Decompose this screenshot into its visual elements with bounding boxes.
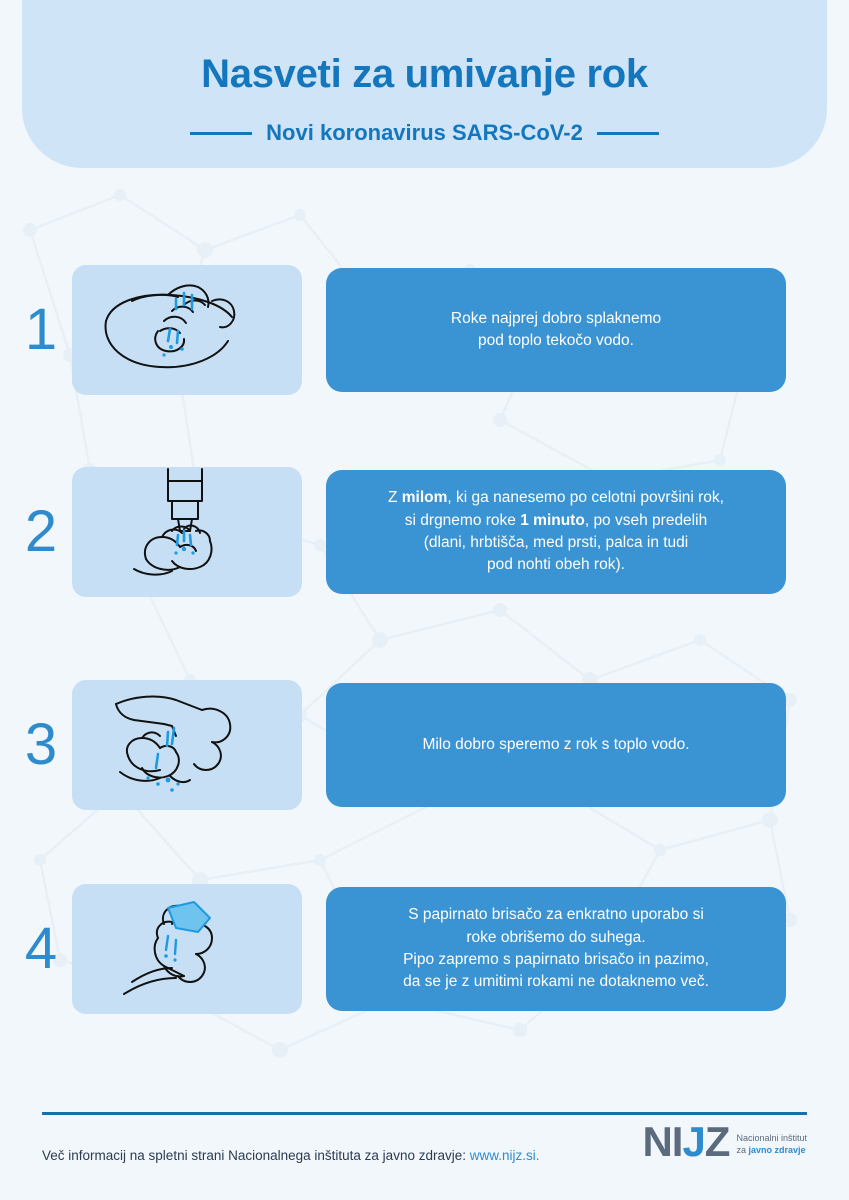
soap-dispenser-on-hands-illustration: [72, 467, 302, 597]
logo-z: Z: [704, 1118, 730, 1165]
step-2-line-1: [388, 487, 724, 509]
step-4-line-2: roke obrišemo do suhega.: [466, 928, 646, 946]
step-1-line-1: Roke najprej dobro splaknemo: [450, 309, 662, 327]
step-4-line-4: da se je z umitimi rokami ne dotaknemo več.: [403, 973, 709, 991]
step-illustration-1: [72, 265, 302, 395]
subtitle-group: [22, 120, 827, 146]
step-4-line-3: Pipo zapremo s papirnato brisačo in pazimo,: [403, 951, 709, 968]
page-subtitle: Novi koronavirus SARS-CoV-2: [266, 120, 583, 145]
poster-header: [22, 0, 827, 168]
drying-hands-with-paper-towel-illustration: [72, 884, 302, 1014]
step-text-1: [326, 268, 786, 392]
rinsing-soap-off-hands-illustration: [72, 680, 302, 810]
step-4-line-1: S papirnato brisačo za enkratno uporabo si: [408, 906, 704, 924]
step-1-line-2: pod toplo tekočo vodo.: [478, 332, 634, 349]
logo-sub-za: za: [736, 1144, 749, 1155]
step-illustration-2: [72, 467, 302, 597]
nijz-logo: [642, 1118, 807, 1165]
s2l1b: milom: [401, 489, 448, 507]
s2l2c: , po vseh predelih: [584, 511, 708, 529]
step-2-line-3: (dlani, hrbtišča, med prsti, palca in tudi: [423, 534, 689, 551]
step-3: [0, 680, 849, 810]
step-text-2: [326, 470, 786, 594]
s2l2a: si drgnemo roke: [404, 511, 521, 529]
step-3-line-1: Milo dobro speremo z rok s toplo vodo.: [422, 735, 690, 753]
logo-sub-javno-zdravje: javno zdravje: [748, 1144, 806, 1155]
page-title: Nasveti za umivanje rok: [201, 52, 648, 96]
step-text-4: [326, 887, 786, 1011]
logo-j: J: [682, 1118, 705, 1165]
step-text-3: [326, 683, 786, 807]
hands-under-running-water-illustration: [72, 265, 302, 395]
nijz-logo-subtitle: [736, 1133, 807, 1162]
footer-note: [42, 1148, 540, 1163]
nijz-website-link[interactable]: www.nijz.si.: [469, 1148, 540, 1163]
rule-right: [597, 132, 659, 135]
step-number-4: 4: [24, 916, 58, 981]
step-4: [0, 884, 849, 1014]
s2l1a: Z: [387, 489, 402, 507]
s2l2b: 1 minuto: [520, 511, 585, 529]
logo-sub-line-2: [736, 1145, 807, 1156]
nijz-logo-wordmark: [642, 1118, 730, 1165]
step-2: [0, 467, 849, 597]
step-2-line-4: pod nohti obeh rok).: [487, 556, 625, 574]
footer-divider: [42, 1112, 807, 1115]
footer-note-text: Več informacij na spletni strani Nacionalnega inštituta za javno zdravje:: [42, 1148, 466, 1163]
step-number-3: 3: [24, 712, 58, 777]
s2l1c: , ki ga nanesemo po celotni površini rok,: [447, 489, 724, 507]
logo-ni: NI: [642, 1118, 683, 1165]
step-number-1: 1: [24, 297, 58, 362]
step-2-line-2: [388, 510, 724, 532]
step-1: [0, 265, 849, 395]
step-number-2: 2: [24, 499, 58, 564]
step-illustration-4: [72, 884, 302, 1014]
rule-left: [190, 132, 252, 135]
step-illustration-3: [72, 680, 302, 810]
logo-sub-line-1: Nacionalni inštitut: [736, 1133, 807, 1144]
